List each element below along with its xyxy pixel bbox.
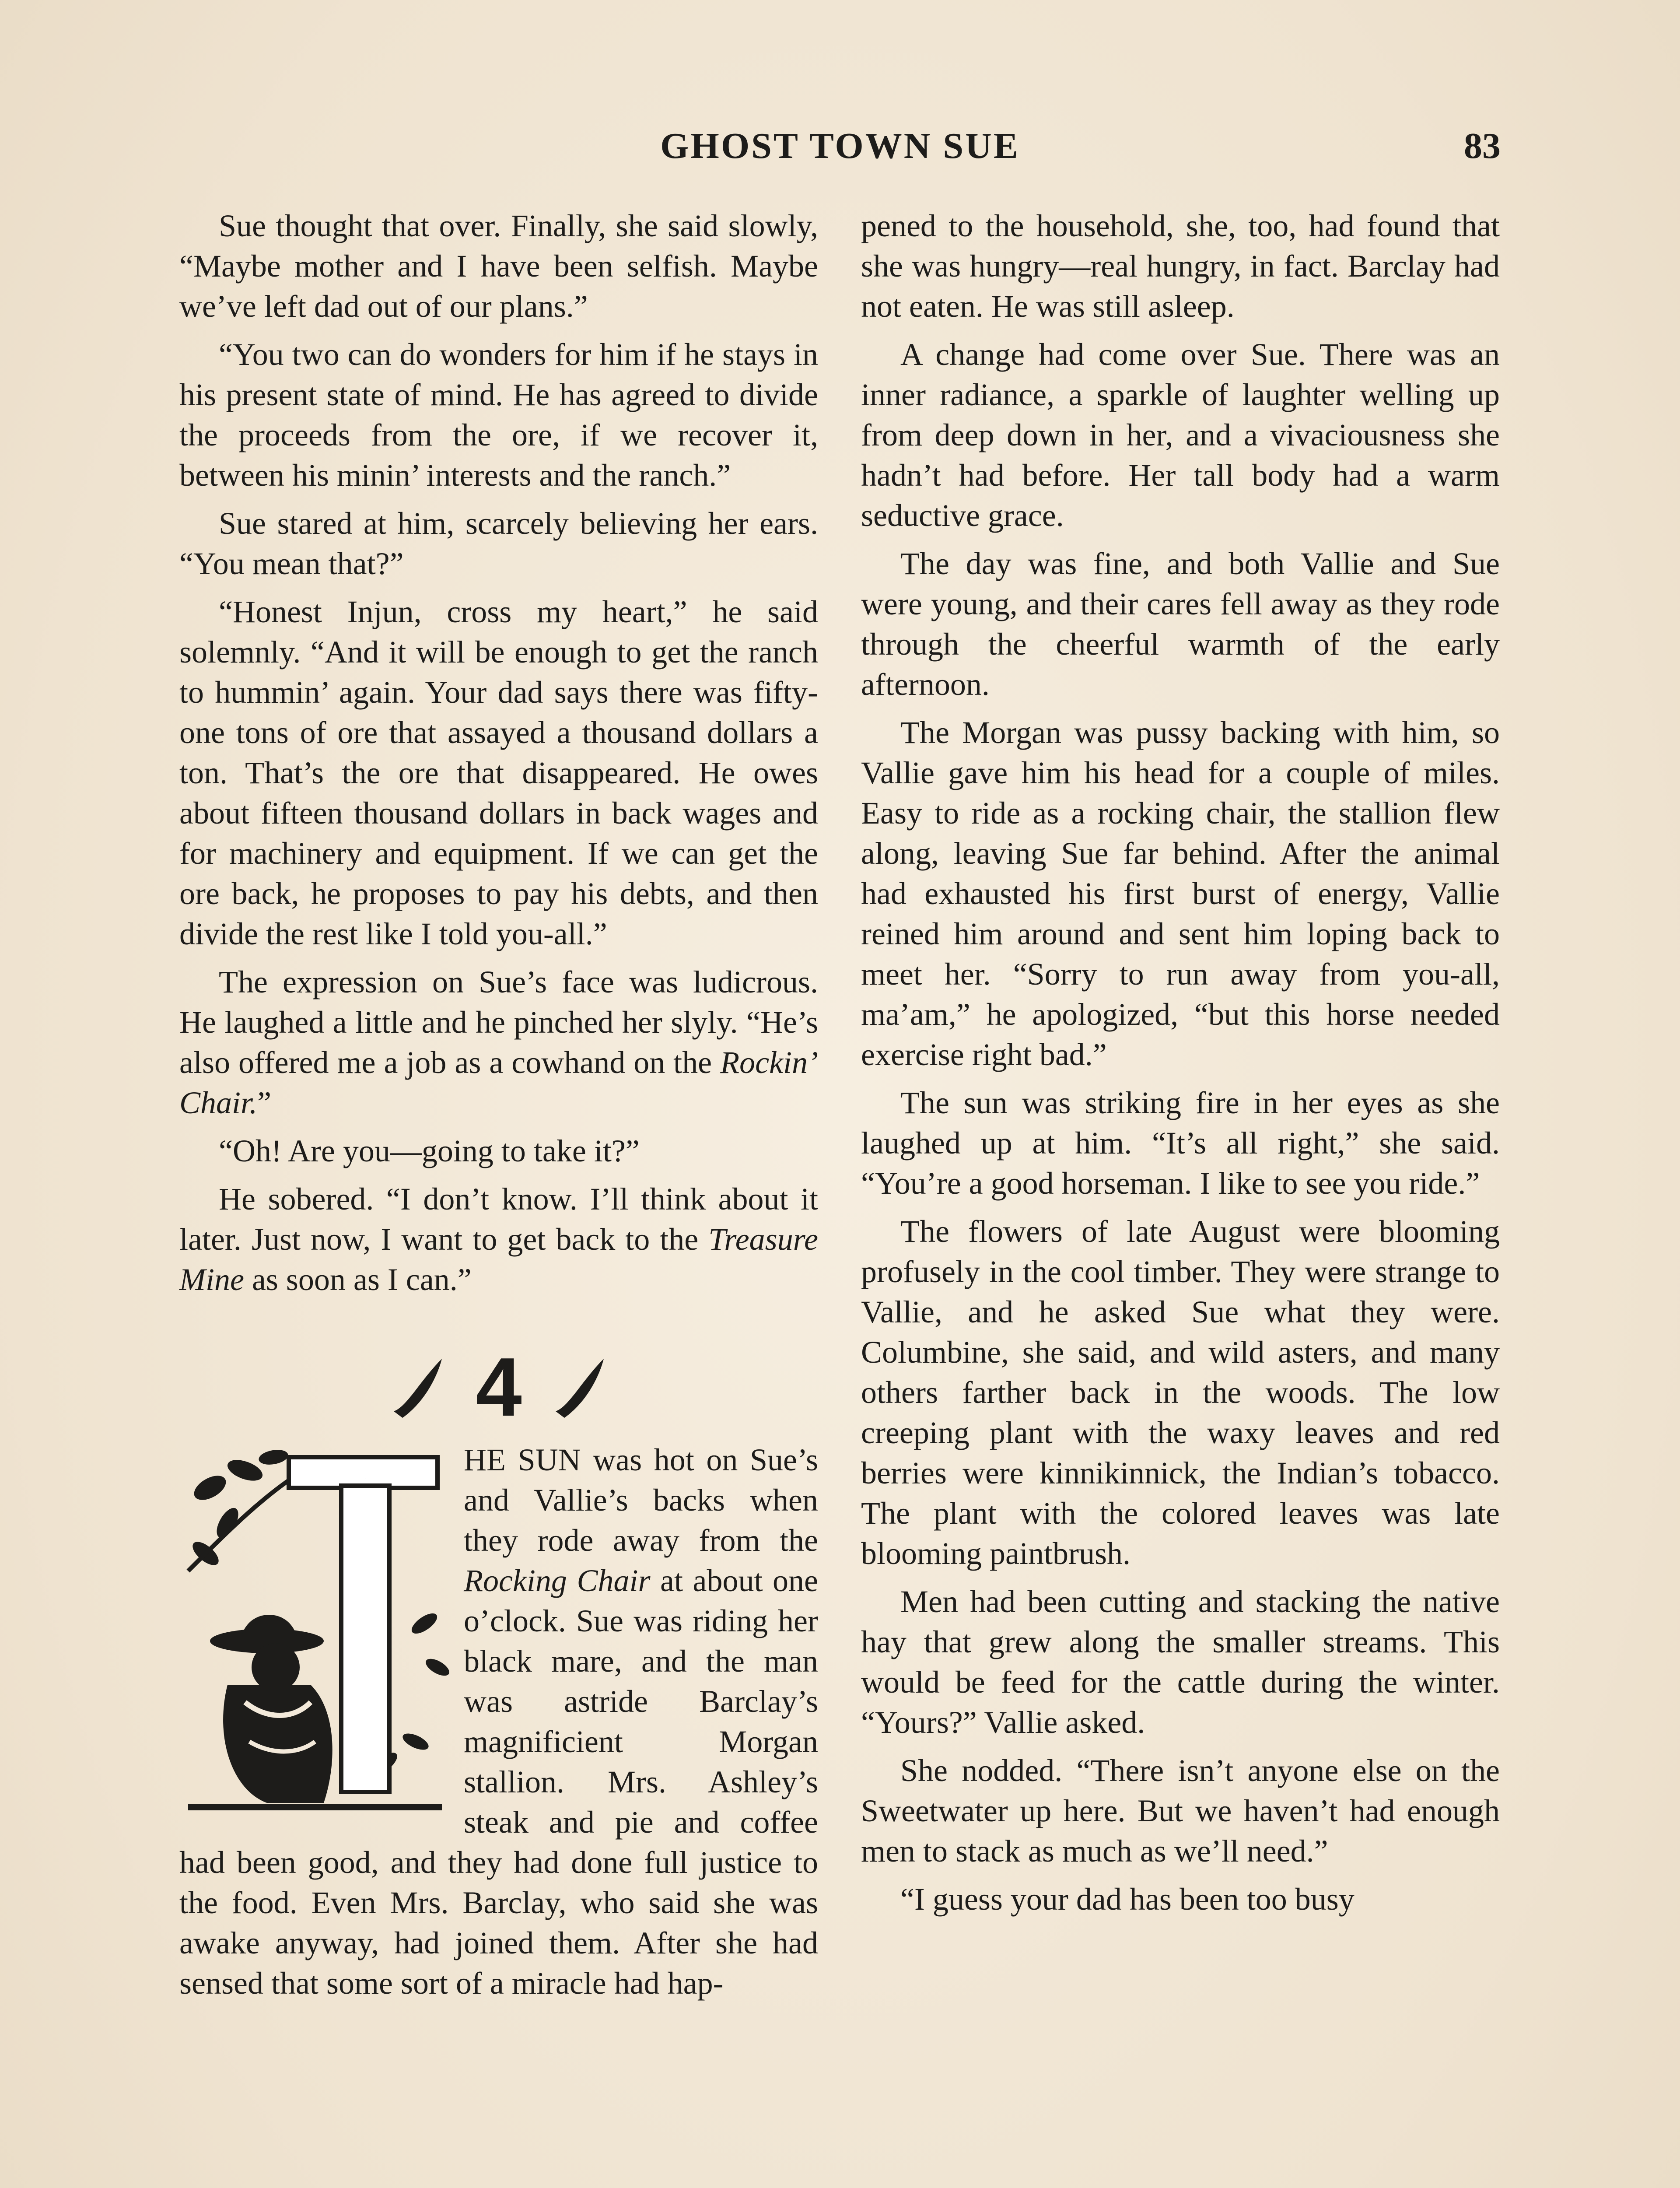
- chapter-ornament-icon: [376, 1341, 621, 1429]
- text-span: HE SUN was hot on Sue’s and Vallie’s backs when they rode away from the: [464, 1442, 818, 1558]
- cowboy-dropcap-icon: [179, 1440, 455, 1816]
- dropcap-letter: T: [365, 1479, 366, 1480]
- paragraph: Men had been cutting and stacking the native hay that grew along the smaller streams. This would be feed for the cattle during the winter. “Yours?” Vallie asked.: [861, 1584, 1500, 1740]
- paragraph: The day was fine, and both Vallie and Sue were young, and their cares fell away as they rode through the cheerful warmth of the early afternoon.: [861, 546, 1500, 702]
- paragraph: “You two can do wonders for him if he stays in his present state of mind. He has agreed to divide the proceeds from the ore, if we recover it, between his minin’ interests and the ranch.”: [179, 337, 818, 493]
- chapter-heading: [179, 1339, 818, 1431]
- paragraph: The flowers of late August were blooming profusely in the cool timber. They were strange to Vallie, and he asked Sue what they were. Columbine, she said, and wild asters, and many others farther back in the woods. The low creeping plant with the waxy leaves and red berries were kinnikinnick, the Indian’s tobacco. The plant with the colored leaves was late blooming paintbrush.: [861, 1214, 1500, 1571]
- right-column: [861, 206, 1500, 1927]
- paragraph: Sue thought that over. Finally, she said slowly, “Maybe mother and I have been selfish. Maybe we’ve left dad out of our plans.”: [179, 208, 818, 324]
- text-span: The expression on Sue’s face was ludicrous. He laughed a little and he pinched her slyly. “He’s also offered me a job as a cowhand on the: [179, 964, 818, 1080]
- paragraph: She nodded. “There isn’t anyone else on the Sweetwater up here. But we haven’t had enough men to stack as much as we’ll need.”: [861, 1753, 1500, 1869]
- ranch-name-italic: Rocking Chair: [464, 1563, 651, 1598]
- paragraph: A change had come over Sue. There was an inner radiance, a sparkle of laughter welling up from deep down in her, and a vivaciousness she hadn’t had before. Her tall body had a warm seductive grace.: [861, 337, 1500, 533]
- paragraph: “Honest Injun, cross my heart,” he said solemnly. “And it will be enough to get the ranch to hummin’ again. Your dad says there was fifty-one tons of ore that assayed a thousand dollars a ton. That’s the ore that disappeared. He owes about fifteen thousand dollars in back wages and for machinery and equipment. If we can get the ore back, he proposes to pay his debts, and then divide the rest like I told you-all.”: [179, 594, 818, 951]
- chapter-number: 4: [476, 1341, 522, 1429]
- dropcap-block: [179, 1440, 818, 2003]
- left-column: [179, 206, 818, 2011]
- paragraph: [179, 1179, 818, 1300]
- paragraph: [179, 962, 818, 1123]
- dropcap-illustration: [179, 1440, 455, 1816]
- paragraph: The sun was striking fire in her eyes as she laughed up at him. “It’s all right,” she said. “You’re a good horseman. I like to see you ride.”: [861, 1085, 1500, 1201]
- ranch-name-italic: Rockin’ Chair.: [179, 1045, 818, 1120]
- paragraph: “I guess your dad has been too busy: [900, 1882, 1354, 1917]
- text-span: as soon as I can.”: [244, 1262, 472, 1297]
- paragraph: Sue stared at him, scarcely believing her ears. “You mean that?”: [179, 506, 818, 581]
- page-header: [179, 125, 1501, 173]
- paragraph: pened to the household, she, too, had found that she was hungry—real hungry, in fact. Barclay had not eaten. He was still asleep.: [861, 208, 1500, 324]
- running-title: GHOST TOWN SUE: [660, 126, 1020, 166]
- page-number: 83: [1464, 126, 1501, 166]
- mine-name-italic: Treasure Mine: [179, 1222, 818, 1297]
- text-span: He sobered. “I don’t know. I’ll think about it later. Just now, I want to get back to the: [179, 1182, 818, 1257]
- paragraph: The Morgan was pussy backing with him, so Vallie gave him his head for a couple of miles. Easy to ride as a rocking chair, the stallion flew along, leaving Sue far behind. After the animal had exhausted his first burst of energy, Vallie reined him around and sent him loping back to meet her. “Sorry to run away from you-all, ma’am,” he apologized, “but this horse needed exercise right bad.”: [861, 715, 1500, 1072]
- text-span: at about one o’clock. Sue was riding her black mare, and the man was astride Barclay’s magnificient Morgan stallion. Mrs. Ashley’s steak and pie and coffee had been good, and they had done full justice to the food. Even Mrs. Barclay, who said she was awake anyway, had joined them. After she had sensed that some sort of a miracle had hap-: [179, 1563, 818, 2001]
- text-span: ”: [257, 1085, 272, 1120]
- paragraph: “Oh! Are you—going to take it?”: [219, 1133, 640, 1168]
